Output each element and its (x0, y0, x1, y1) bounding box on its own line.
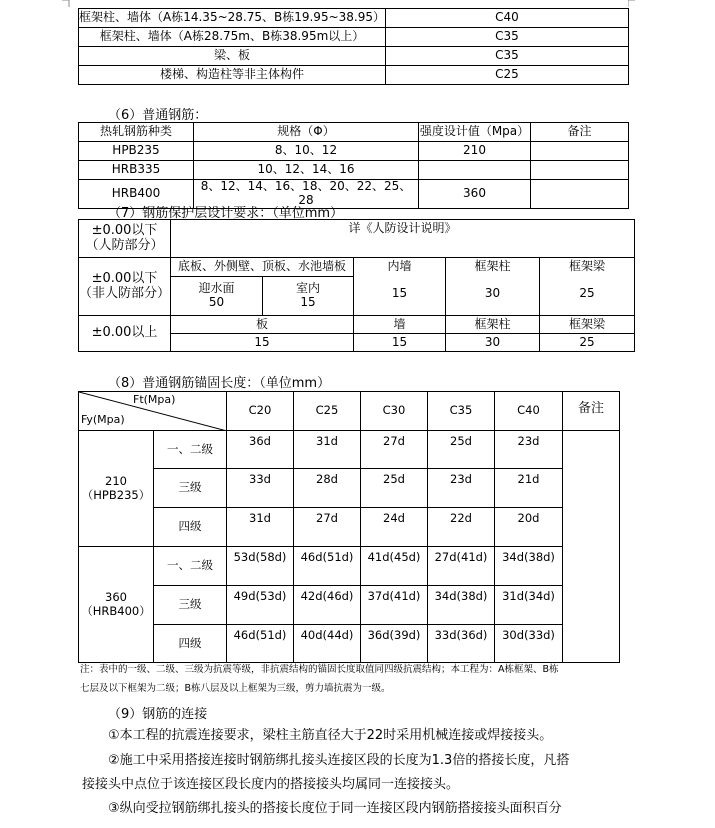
table-row (79, 161, 629, 180)
seismic-grade: 三级 (154, 586, 227, 625)
concrete-grade: C25 (386, 66, 629, 85)
concrete-part: 梁、板 (79, 47, 386, 66)
cover-value: 15 (354, 334, 446, 352)
paragraph-2b: 接接头中点位于该连接区段长度内的搭接接头均属同一连接接头。 (82, 777, 460, 792)
column-header: 热轧钢筋种类 (79, 123, 194, 142)
anchor-value: 33d (227, 469, 294, 508)
column-header: C20 (227, 392, 294, 431)
anchorage-note-line2: 七层及以下框架为二级；B栋八层及以上框架为三级，剪力墙抗震为一级。 (80, 683, 391, 694)
section6-title: （6）普通钢筋： (108, 108, 208, 123)
cover-value: 30 (484, 286, 501, 300)
rebar-remark (531, 142, 629, 161)
cover-value: 15 (300, 295, 316, 310)
anchor-value: 36d(39d) (361, 625, 428, 663)
anchor-value: 31d (227, 508, 294, 547)
column-header: 框架梁 (540, 316, 635, 334)
table-row (79, 47, 629, 66)
corner-header (79, 392, 227, 431)
steel-group-label: 360（HRB400） (79, 547, 154, 663)
seismic-grade: 四级 (154, 625, 227, 663)
anchor-value: 37d(41d) (361, 586, 428, 625)
rebar-spec: 8、12、14、16、18、20、22、25、28 (194, 180, 419, 209)
column-header: 框架柱 (474, 259, 511, 273)
row-label: ±0.00以上 (79, 316, 171, 352)
anchor-value: 23d (428, 469, 495, 508)
paragraph-1: ①本工程的抗震连接要求，梁柱主筋直径大于22时采用机械连接或焊接接头。 (108, 728, 553, 743)
indoor-cell (263, 277, 354, 316)
inner-wall-cell (354, 258, 446, 316)
cover-value: 25 (540, 334, 635, 352)
anchor-value: 40d(44d) (294, 625, 361, 663)
corner-bottom-label: Fy(Mpa) (81, 413, 125, 426)
anchor-value: 25d (361, 469, 428, 508)
table-row (79, 220, 635, 258)
anchor-value: 34d(38d) (428, 586, 495, 625)
anchor-value: 20d (495, 508, 563, 547)
anchor-value: 23d (495, 431, 563, 469)
column-header (419, 123, 531, 142)
seismic-grade: 三级 (154, 469, 227, 508)
rebar-remark (531, 180, 629, 209)
anchor-value: 27d (294, 508, 361, 547)
rebar-table (78, 122, 629, 209)
anchor-value: 24d (361, 508, 428, 547)
section7-title: （7）钢筋保护层设计要求：（单位mm） (108, 206, 344, 221)
row-label: ±0.00以下（人防部分） (79, 220, 171, 258)
table-row (79, 9, 629, 28)
anchor-value: 46d(51d) (227, 625, 294, 663)
remark-cell (563, 431, 620, 663)
cover-value: 15 (391, 286, 408, 300)
anchorage-table (78, 391, 620, 663)
concrete-part: 框架柱、墙体（A栋14.35~28.75、B栋19.95~38.95） (79, 9, 386, 28)
concrete-grade-table (78, 8, 629, 85)
seismic-grade: 四级 (154, 508, 227, 547)
section8-title: （8）普通钢筋锚固长度：（单位mm） (108, 376, 331, 391)
table-row (79, 508, 620, 547)
anchor-value: 30d(33d) (495, 625, 563, 663)
table-header-row (79, 392, 620, 431)
column-header: 备注 (531, 123, 629, 142)
concrete-grade: C40 (386, 9, 629, 28)
column-header: 墙 (354, 316, 446, 334)
rebar-type: HRB335 (79, 161, 194, 180)
rebar-spec: 8、10、12 (194, 142, 419, 161)
cover-value: 50 (208, 295, 225, 310)
rebar-spec: 10、12、14、16 (194, 161, 419, 180)
anchor-value: 22d (428, 508, 495, 547)
sub-header: 迎水面 (198, 281, 235, 296)
steel-group-label: 210（HPB235） (79, 431, 154, 547)
waterside-cell (171, 277, 263, 316)
column-header: C40 (495, 392, 563, 431)
strength-header-text: 强度设计值（Mpa） (419, 124, 530, 139)
table-row (79, 431, 620, 469)
table-row (79, 469, 620, 508)
column-header: C25 (294, 392, 361, 431)
anchor-value: 53d(58d) (227, 547, 294, 586)
section9-title: （9）钢筋的连接 (108, 707, 208, 722)
anchorage-note-line1: 注：表中的一级、二级、三级为抗震等级，非抗震结构的锚固长度取值同四级抗震结构；本工程为：A栋框架、B栋 (80, 664, 559, 675)
concrete-grade: C35 (386, 47, 629, 66)
anchor-value: 31d (294, 431, 361, 469)
column-header: 框架梁 (569, 259, 606, 273)
rebar-type: HPB235 (79, 142, 194, 161)
table-row (79, 66, 629, 85)
anchor-value: 46d(51d) (294, 547, 361, 586)
rebar-remark (531, 161, 629, 180)
seismic-grade: 一、二级 (154, 431, 227, 469)
anchor-value: 27d(41d) (428, 547, 495, 586)
rebar-strength: 210 (419, 142, 531, 161)
table-row (79, 316, 635, 334)
cover-value: 30 (446, 334, 540, 352)
rebar-type: HRB400 (79, 180, 194, 209)
column-header: 框架柱 (446, 316, 540, 334)
table-row (79, 586, 620, 625)
rebar-strength: 360 (419, 180, 531, 209)
column-header: 板 (171, 316, 354, 334)
row-label: ±0.00以下（非人防部分） (79, 258, 171, 316)
table-header-row (79, 123, 629, 142)
rebar-strength (419, 161, 531, 180)
anchor-value: 41d(45d) (361, 547, 428, 586)
anchor-value: 33d(36d) (428, 625, 495, 663)
seismic-grade: 一、二级 (154, 547, 227, 586)
paragraph-3: ③纵向受拉钢筋绑扎接头的搭接长度位于同一连接区段内钢筋搭接接头面积百分 (108, 801, 562, 816)
anchor-value: 34d(38d) (495, 547, 563, 586)
anchor-value: 31d(34d) (495, 586, 563, 625)
table-row (79, 28, 629, 47)
table-row (79, 625, 620, 663)
anchor-value: 25d (428, 431, 495, 469)
column-header: 底板、外侧壁、顶板、水池墙板 (171, 258, 354, 277)
cover-value: 15 (171, 334, 354, 352)
column-header: 规格（Φ） (194, 123, 419, 142)
table-row (79, 258, 635, 277)
anchor-value: 36d (227, 431, 294, 469)
column-header: C30 (361, 392, 428, 431)
beam-cell (540, 258, 635, 316)
concrete-part: 楼梯、构造柱等非主体构件 (79, 66, 386, 85)
anchor-value: 27d (361, 431, 428, 469)
anchor-value: 28d (294, 469, 361, 508)
cover-table (78, 219, 635, 352)
paragraph-2a: ②施工中采用搭接连接时钢筋绑扎接头连接区段的长度为1.3倍的搭接长度，凡搭 (108, 753, 570, 768)
cover-value: 25 (579, 286, 595, 300)
concrete-grade: C35 (386, 28, 629, 47)
civil-defense-note: 详《人防设计说明》 (171, 220, 635, 258)
crop-mark-right (628, 0, 636, 8)
column-header: 备注 (563, 392, 620, 431)
table-row (79, 142, 629, 161)
column-cell (446, 258, 540, 316)
anchor-value: 49d(53d) (227, 586, 294, 625)
corner-top-label: Ft(Mpa) (133, 393, 176, 406)
concrete-part: 框架柱、墙体（A栋28.75m、B栋38.95m以上） (79, 28, 386, 47)
crop-mark-left (62, 0, 70, 8)
anchor-value: 21d (495, 469, 563, 508)
table-row (79, 547, 620, 586)
column-header: C35 (428, 392, 495, 431)
column-header: 内墙 (387, 259, 412, 273)
anchor-value: 42d(46d) (294, 586, 361, 625)
sub-header: 室内 (295, 281, 320, 296)
